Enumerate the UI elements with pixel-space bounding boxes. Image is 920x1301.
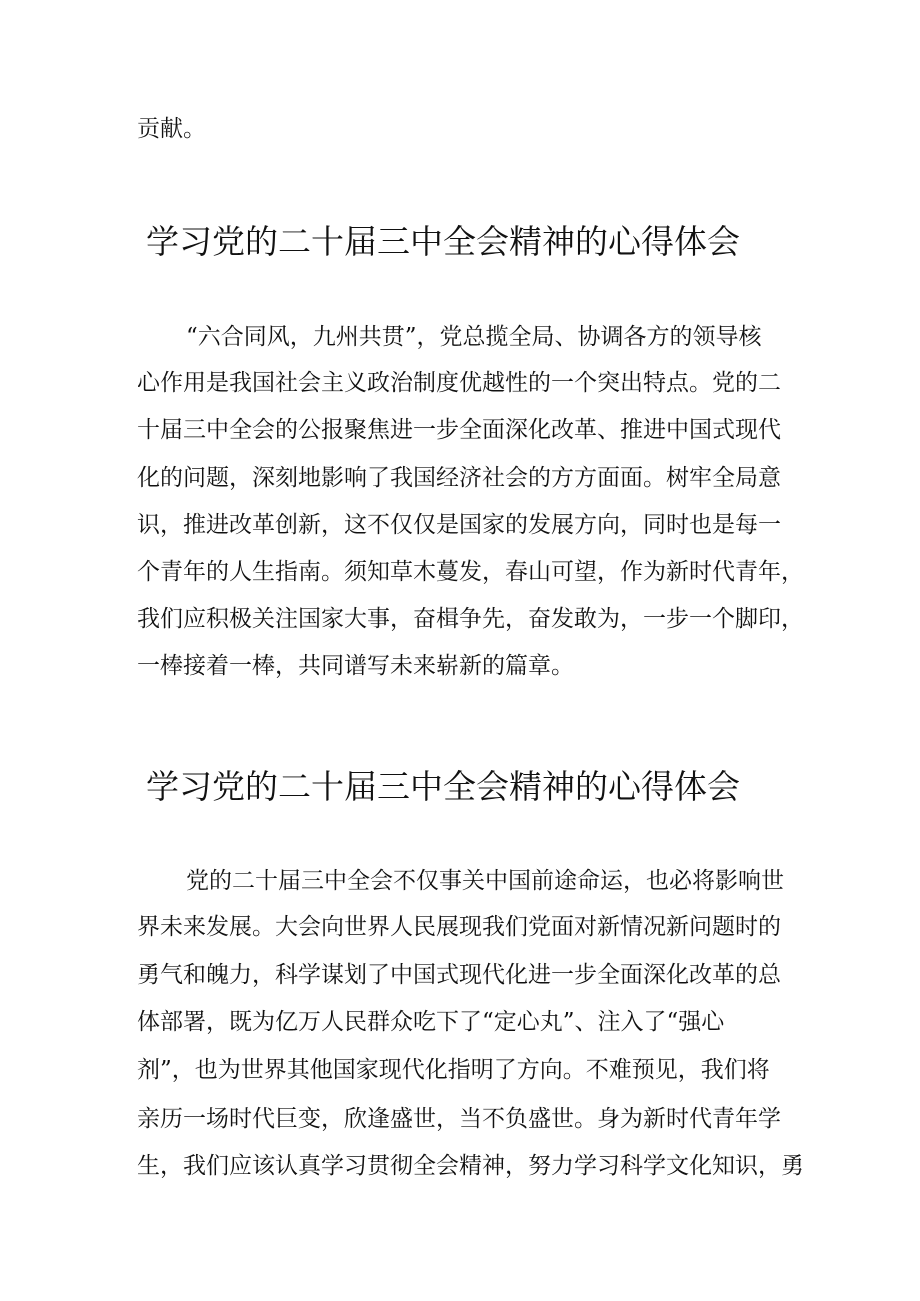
paragraph-line: “六合同风，九州共贯”，党总揽全局、协调各方的领导核 [186, 324, 762, 350]
paragraph-line: 我们应积极关注国家大事，奋楫争先，奋发敢为，一步一个脚印， [137, 606, 804, 632]
paragraph-line: 党的二十届三中全会不仅事关中国前途命运，也必将影响世 [186, 868, 784, 894]
section-title: 学习党的二十届三中全会精神的心得体会 [146, 222, 740, 261]
paragraph-line: 界未来发展。大会向世界人民展现我们党面对新情况新问题时的 [137, 914, 781, 940]
paragraph-line: 生，我们应该认真学习贯彻全会精神，努力学习科学文化知识，勇 [137, 1153, 804, 1179]
paragraph-line: 十届三中全会的公报聚焦进一步全面深化改革、推进中国式现代 [137, 417, 781, 443]
paragraph-fragment: 贡献。 [137, 116, 206, 142]
paragraph-line: 识，推进改革创新，这不仅仅是国家的发展方向，同时也是每一 [137, 512, 781, 538]
paragraph-line: 个青年的人生指南。须知草木蔓发，春山可望，作为新时代青年， [137, 559, 804, 585]
paragraph-line: 勇气和魄力，科学谋划了中国式现代化进一步全面深化改革的总 [137, 962, 781, 988]
paragraph-line: 心作用是我国社会主义政治制度优越性的一个突出特点。党的二 [137, 370, 781, 396]
paragraph-line: 体部署，既为亿万人民群众吃下了“定心丸”、注入了“强心 [137, 1009, 725, 1035]
paragraph-line: 化的问题，深刻地影响了我国经济社会的方方面面。树牢全局意 [137, 465, 781, 491]
paragraph-line: 剂”，也为世界其他国家现代化指明了方向。不难预见，我们将 [137, 1057, 770, 1083]
section-title: 学习党的二十届三中全会精神的心得体会 [146, 767, 740, 806]
paragraph-line: 亲历一场时代巨变，欣逢盛世，当不负盛世。身为新时代青年学 [137, 1106, 781, 1132]
paragraph-line: 一棒接着一棒，共同谱写未来崭新的篇章。 [137, 653, 574, 679]
